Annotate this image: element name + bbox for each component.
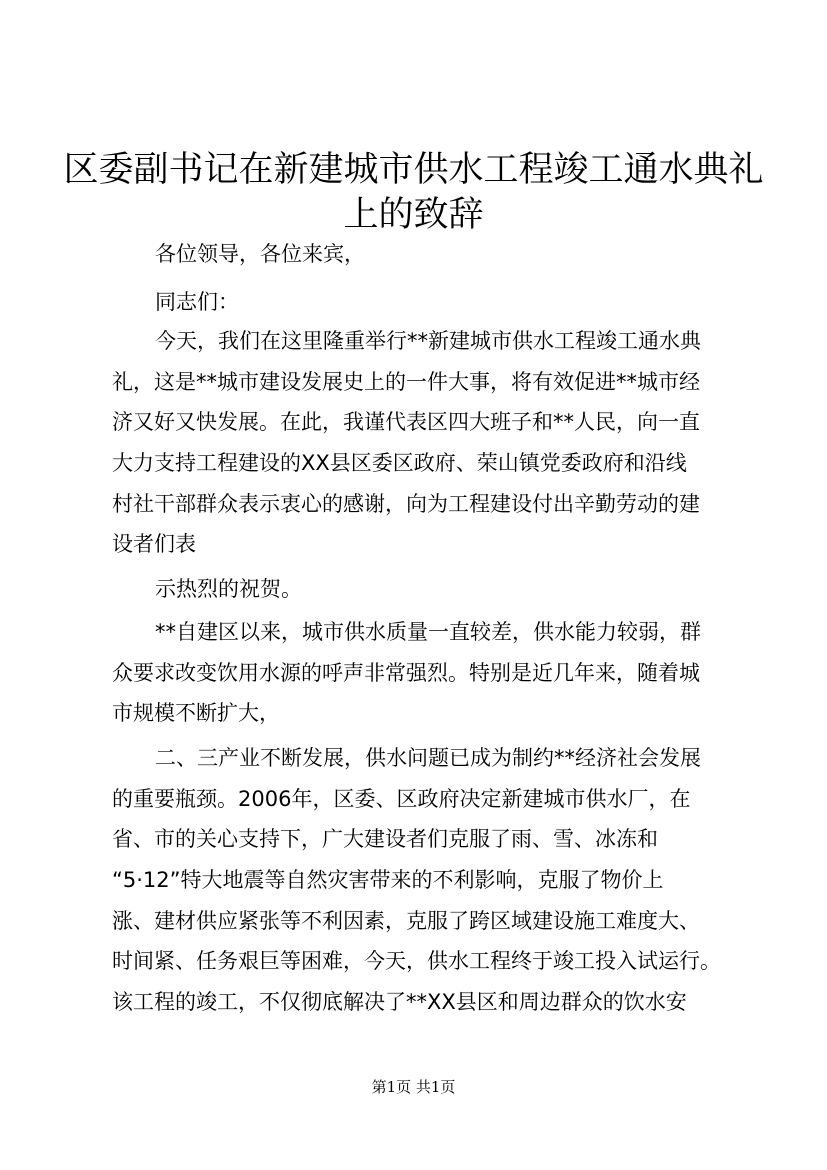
body-line-5: 济又好又快发展。在此，我谨代表区四大班子和**人民，向一直 [112,410,700,434]
document-title-line-1: 区委副书记在新建城市供水工程竣工通水典礼 [63,150,764,190]
body-line-2: 同志们： [155,290,239,314]
body-line-6: 大力支持工程建设的XX县区委区政府、荣山镇党委政府和沿线 [112,451,687,475]
body-line-3: 今天，我们在这里隆重举行**新建城市供水工程竣工通水典 [155,329,701,353]
page-footer: 第1页 共1页 [371,1078,456,1096]
body-line-18: 时间紧、任务艰巨等困难，今天，供水工程终于竣工投入试运行。 [112,949,721,973]
body-line-4: 礼，这是**城市建设发展史上的一件大事，将有效促进**城市经 [112,370,700,394]
body-line-11: 众要求改变饮用水源的呼声非常强烈。特别是近几年来，随着城 [112,661,700,685]
body-line-10: **自建区以来，城市供水质量一直较差，供水能力较弱，群 [155,620,701,644]
body-line-1: 各位领导，各位来宾， [155,242,365,266]
body-line-16: “5·12”特大地震等自然灾害带来的不利影响，克服了物价上 [112,868,664,892]
body-line-8: 设者们表 [112,532,196,556]
body-line-19: 该工程的竣工，不仅彻底解决了**XX县区和周边群众的饮水安 [112,990,687,1014]
body-line-9: 示热烈的祝贺。 [155,577,302,601]
document-title-line-2: 上的致辞 [343,195,484,235]
body-line-13: 二、三产业不断发展，供水问题已成为制约**经济社会发展 [155,746,701,770]
body-line-17: 涨、建材供应紧张等不利因素，克服了跨区域建设施工难度大、 [112,909,700,933]
body-line-15: 省、市的关心支持下，广大建设者们克服了雨、雪、冰冻和 [112,827,658,851]
body-line-12: 市规模不断扩大， [112,701,280,725]
body-line-14: 的重要瓶颈。2006年，区委、区政府决定新建城市供水厂，在 [112,787,691,811]
body-line-7: 村社干部群众表示衷心的感谢，向为工程建设付出辛勤劳动的建 [112,492,700,516]
